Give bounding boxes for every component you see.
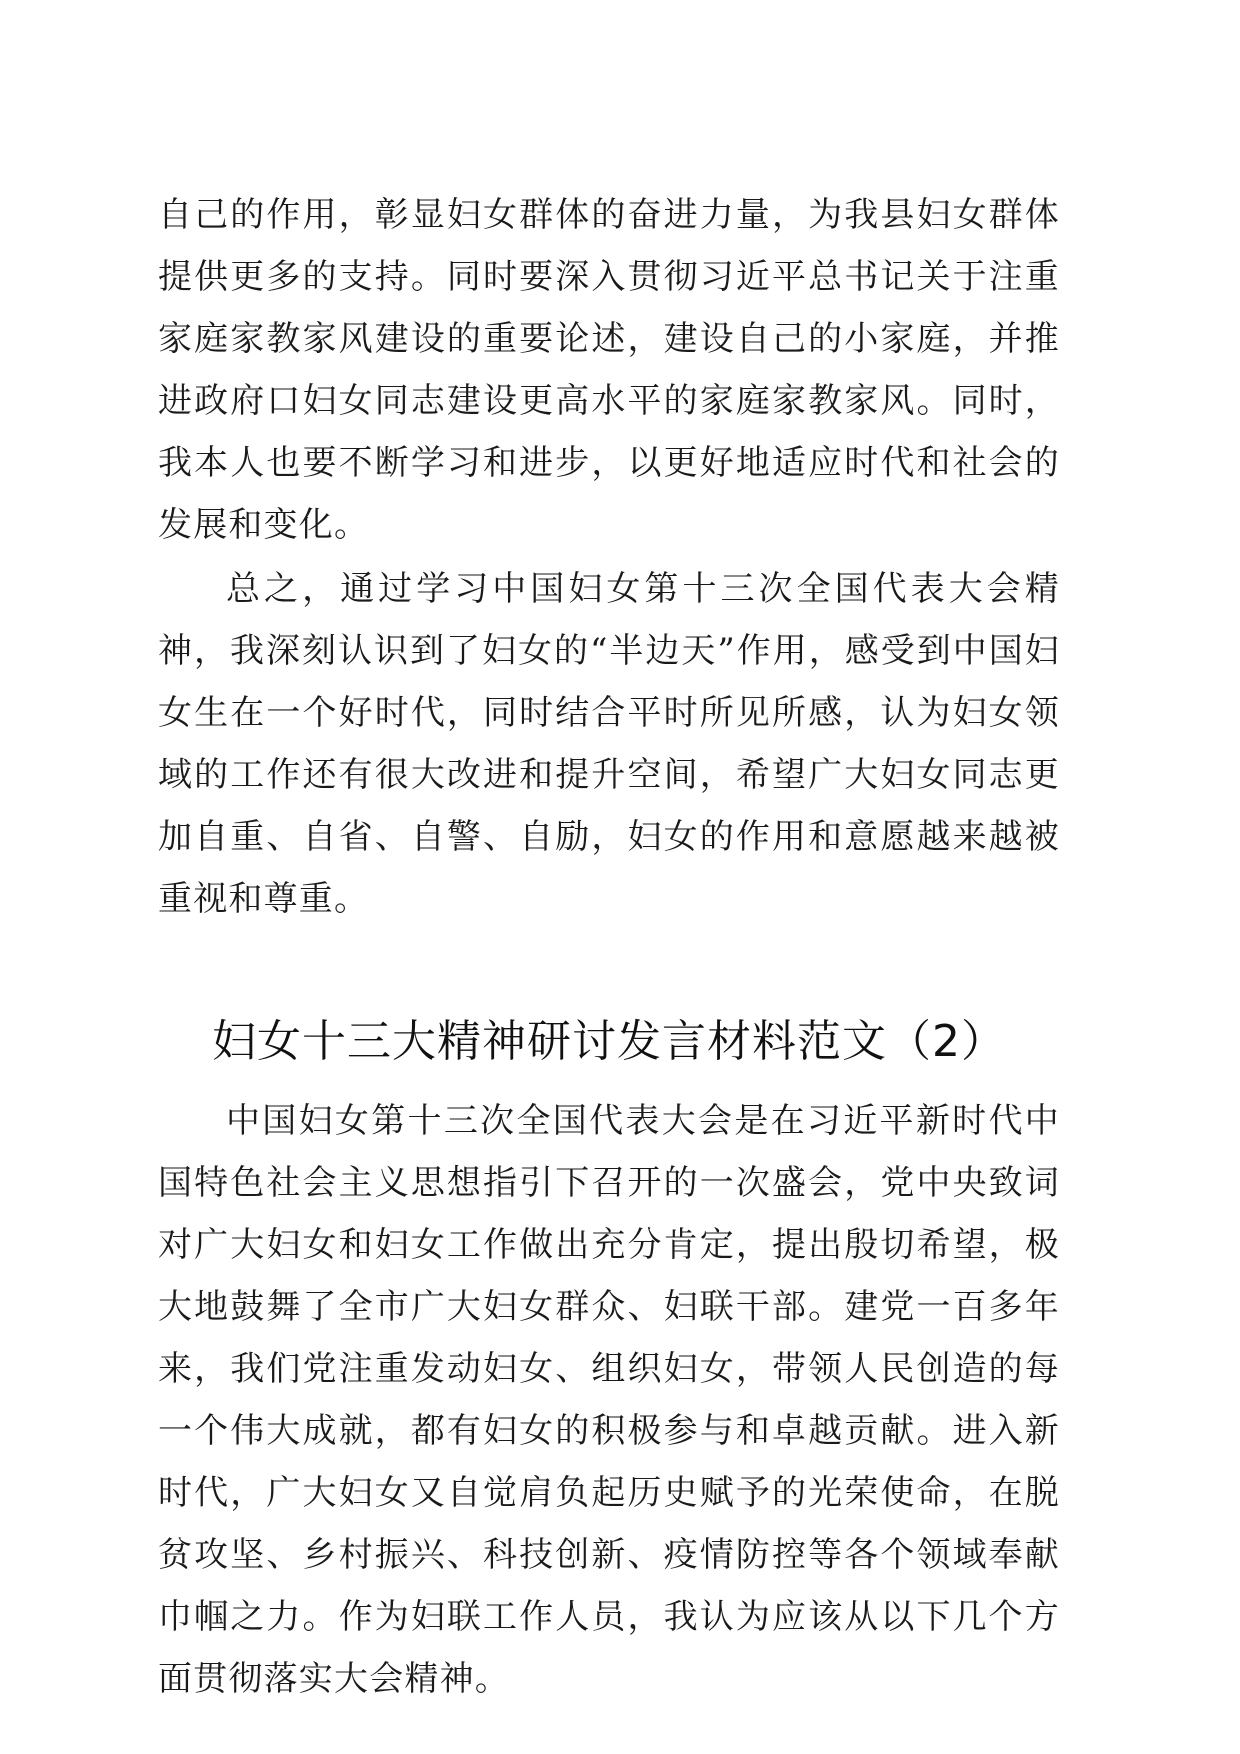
- conclusion-paragraph: 总之，通过学习中国妇女第十三次全国代表大会精神，我深刻认识到了妇女的“半边天”作用，感受到中国妇女生在一个好时代，同时结合平时所见所感，认为妇女领域的工作还有很大改进和提升空间，希望广大妇女同志更加自重、自省、自警、自励，妇女的作用和意愿越来越被重视和尊重。: [158, 569, 1060, 919]
- section-title: 妇女十三大精神研讨发言材料范文（2）: [212, 1016, 1006, 1067]
- continuation-paragraph: 自己的作用，彰显妇女群体的奋进力量，为我县妇女群体提供更多的支持。同时要深入贯彻习近平总书记关于注重家庭家教家风建设的重要论述，建设自己的小家庭，并推进政府口妇女同志建设更高水平的家庭家教家风。同时，我本人也要不断学习和进步，以更好地适应时代和社会的发展和变化。: [158, 195, 1060, 545]
- section-intro-paragraph: 中国妇女第十三次全国代表大会是在习近平新时代中国特色社会主义思想指引下召开的一次盛会，党中央致词对广大妇女和妇女工作做出充分肯定，提出殷切希望，极大地鼓舞了全市广大妇女群众、妇联干部。建党一百多年来，我们党注重发动妇女、组织妇女，带领人民创造的每一个伟大成就，都有妇女的积极参与和卓越贡献。进入新时代，广大妇女又自觉肩负起历史赋予的光荣使命，在脱贫攻坚、乡村振兴、科技创新、疫情防控等各个领域奉献巾帼之力。作为妇联工作人员，我认为应该从以下几个方面贯彻落实大会精神。: [158, 1101, 1060, 1699]
- document-body: [158, 184, 1060, 1710]
